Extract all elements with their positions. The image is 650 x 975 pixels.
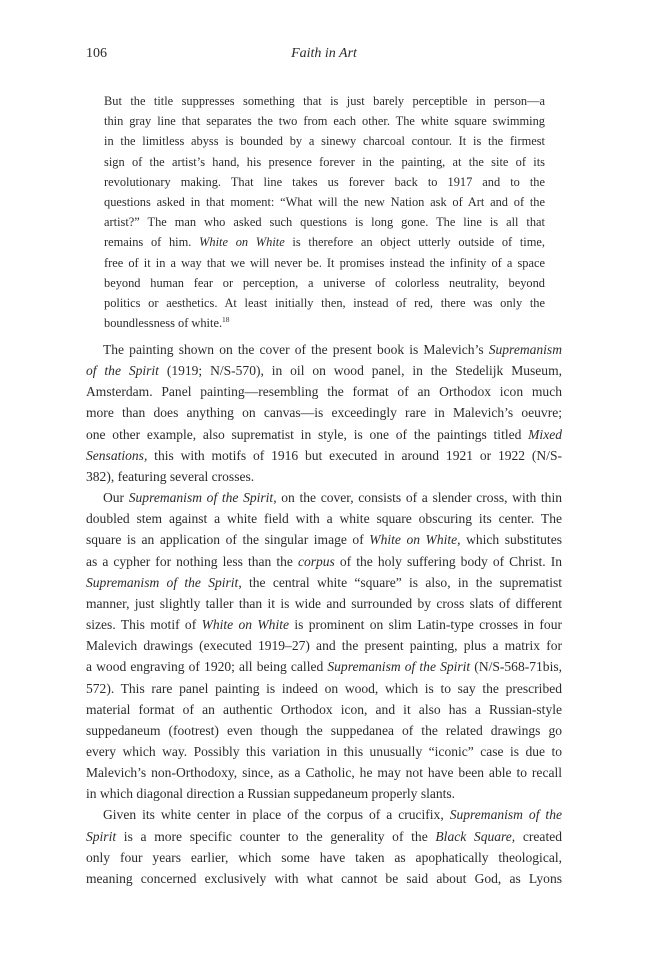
italic-title: Supremanism of the (449, 807, 562, 823)
page-header (86, 46, 562, 66)
text-line: 382), featuring several crosses. (86, 468, 255, 484)
running-head: Faith in Art (291, 46, 357, 61)
text-line (86, 529, 562, 550)
text-run: is prominent on slim Latin-type crosses in four (289, 617, 562, 633)
text-line: material format of an authentic Orthodox icon, and it also has a Russian-style (86, 701, 562, 717)
text-run: (N/S-568-71bis, (470, 659, 562, 675)
text-run: as a cypher for nothing less than the (86, 553, 298, 569)
italic-title: White on White (369, 532, 458, 548)
text-run: this with motifs of 1916 but executed in around 1921 or 1922 (N/S- (147, 447, 562, 463)
quote-line: in the limitless abyss is bounded by a sinewy charcoal contour. It is the firmest (104, 134, 545, 149)
text-run: created (515, 828, 562, 844)
italic-title: Supremanism of the Spirit (86, 574, 239, 590)
text-line: 572). This rare panel painting is indeed on wood, which is to say the prescribed (86, 680, 562, 696)
quote-text: is therefore an object utterly outside of time, (284, 235, 545, 250)
body-text (86, 339, 562, 889)
text-run: (1919; N/S-570), in oil on wood panel, in the Stedelijk Museum, (158, 363, 562, 379)
text-run: Our (103, 490, 129, 506)
text-run: The painting shown on the cover of the present book is Malevich’s (103, 342, 489, 357)
quote-line: But the title suppresses something that is just barely perceptible in person—a (104, 94, 545, 108)
quote-line: revolutionary making. That line takes us forever back to 1917 and to the (104, 174, 545, 189)
text-line: every which way. Possibly this variation in this unusually “iconic” case is due to (86, 743, 562, 759)
text-line: doubled stem against a white field with a white square obscuring its center. The (86, 511, 562, 527)
text-line (86, 826, 562, 847)
italic-term: corpus (297, 553, 335, 569)
italic-title: of the Spirit (86, 363, 159, 379)
text-run: of the holy suffering body of Christ. In (334, 553, 562, 569)
text-run: is a more specific counter to the generality of the (116, 828, 436, 844)
italic-title: Mixed (528, 426, 562, 442)
italic-title: Supremanism (488, 342, 562, 357)
quote-line (104, 232, 545, 252)
text-line (86, 487, 562, 508)
paragraph (86, 339, 562, 487)
text-line (86, 339, 562, 360)
text-line (86, 572, 562, 593)
quote-line: thin gray line that separates the two from each other. The white square swimming (104, 114, 545, 129)
italic-title: Spirit (86, 828, 117, 844)
italic-title: Black Square, (435, 828, 516, 844)
italic-title: White on White (201, 617, 289, 633)
text-run: on the cover, consists of a slender cross, with thin (276, 490, 562, 506)
text-line (86, 445, 562, 466)
italic-title: Supremanism of the Spirit, (128, 490, 277, 506)
text-line: Amsterdam. Panel painting—resembling the format of an Orthodox icon much (86, 384, 562, 400)
quote-line: sign of the artist’s hand, his presence forever in the painting, at the site of its (104, 154, 545, 169)
quote-line: questions asked in that moment: “What will the new Nation ask of Art and of the (104, 195, 545, 210)
quote-line: beyond human fear or perception, a universe of colorless neutrality, beyond (104, 275, 545, 290)
text-run: sizes. This motif of (86, 617, 202, 633)
quote-line (104, 313, 545, 333)
page-number: 106 (86, 46, 107, 61)
text-line (86, 360, 562, 381)
text-line: suppedaneum (footrest) even though the suppedanea of the related drawings go (86, 722, 562, 738)
text-run: , which substitutes (457, 532, 562, 548)
text-run: one other example, also suprematist in style, is one of the paintings titled (86, 426, 529, 442)
italic-title: White on White (199, 235, 285, 250)
italic-title: Supremanism of the Spirit (327, 659, 471, 675)
text-run: a wood engraving of 1920; all being called (86, 659, 328, 675)
text-run: Given its white center in place of the corpus of a crucifix, (103, 807, 450, 823)
text-line (86, 551, 562, 572)
block-quotation (104, 91, 545, 333)
paragraph (86, 487, 562, 804)
text-line: only four years earlier, which some have taken as apophatically theological, (86, 849, 562, 865)
quote-text: boundlessness of white. (104, 316, 223, 331)
text-line: Malevich’s non-Orthodoxy, since, as a Catholic, he may not have been able to recall (86, 765, 562, 781)
text-line: in which diagonal direction a Russian suppedaneum properly slants. (86, 786, 456, 802)
text-line (86, 614, 562, 635)
text-run: , the central white “square” is also, in the suprematist (238, 574, 562, 590)
quote-line: free of it in a way that we will never be. It promises instead the infinity of a space (104, 255, 545, 270)
text-run: square is an application of the singular image of (86, 532, 370, 548)
text-line (86, 804, 562, 825)
italic-title: Sensations, (86, 447, 148, 463)
text-line: more than does anything on canvas—is exceedingly rare in Malevich’s oeuvre; (86, 405, 562, 421)
text-line: manner, just slightly taller than it is wide and surrounded by cross slats of different (86, 595, 562, 611)
text-line: Malevich drawings (executed 1919–27) and the present painting, plus a matrix for (86, 638, 562, 654)
text-line (86, 424, 562, 445)
text-line (86, 656, 562, 677)
text-line: meaning concerned exclusively with what cannot be said about God, as Lyons (86, 870, 562, 886)
footnote-marker: 18 (222, 315, 230, 325)
quote-line: artist?” The man who asked such questions is long gone. The line is all that (104, 215, 545, 230)
quote-text: remains of him. (104, 235, 192, 250)
paragraph (86, 804, 562, 889)
quote-line: politics or aesthetics. At least initially then, instead of red, there was only the (104, 296, 545, 311)
